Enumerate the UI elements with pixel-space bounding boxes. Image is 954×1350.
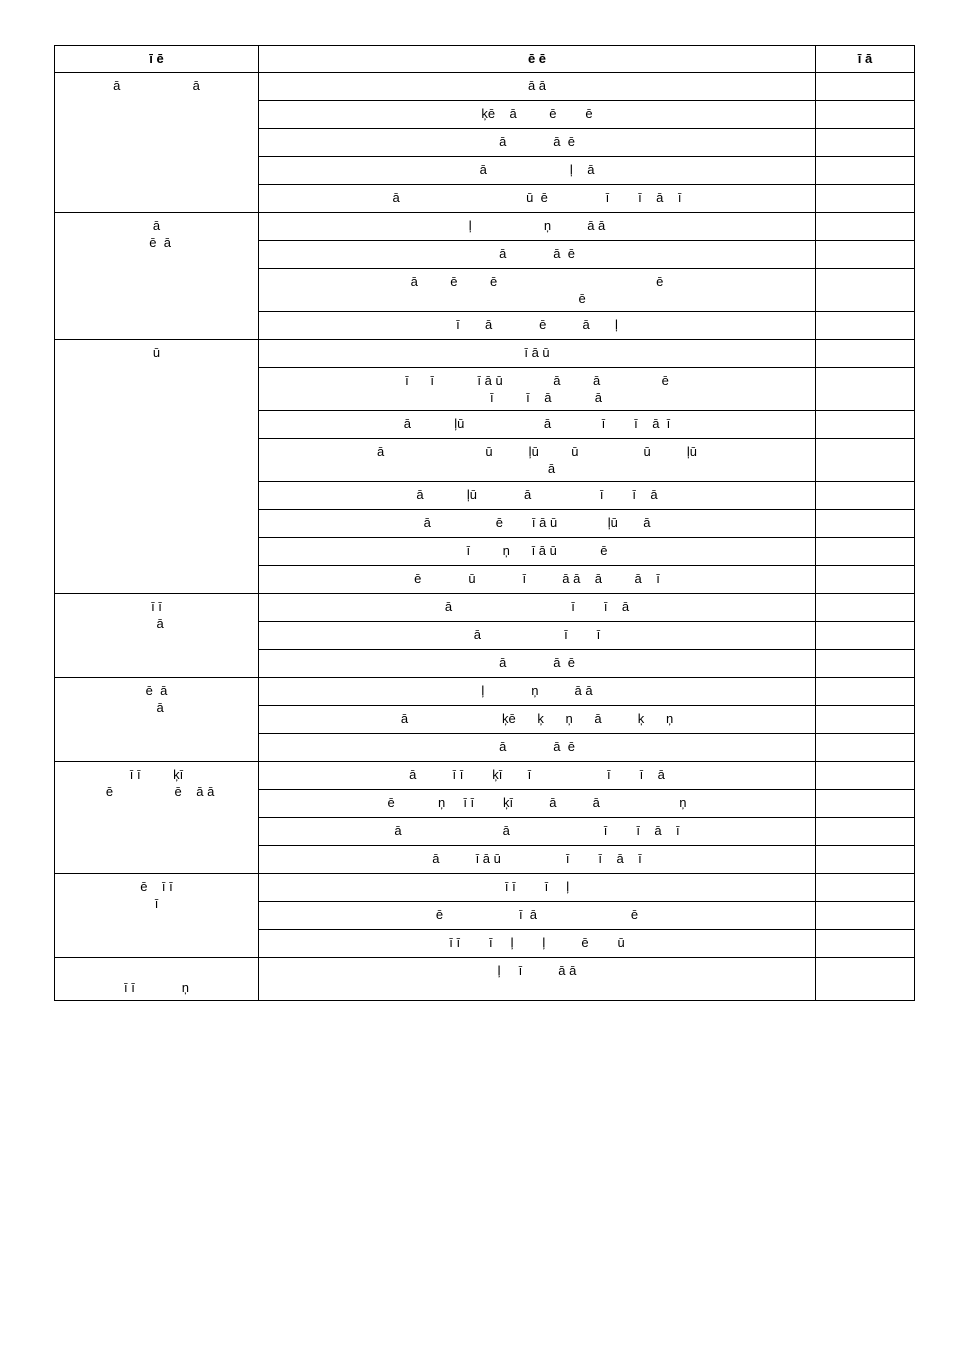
status-cell xyxy=(816,439,915,482)
item-cell: ļ ņ ā ā xyxy=(259,678,816,706)
item-cell: ā ē ī ā ū ļū ā xyxy=(259,510,816,538)
status-cell xyxy=(816,902,915,930)
item-cell: ā ļ ā xyxy=(259,157,816,185)
status-cell xyxy=(816,930,915,958)
status-cell xyxy=(816,594,915,622)
item-cell: ā ļū ā ī ī ā ī xyxy=(259,411,816,439)
header-status: ī ā xyxy=(816,46,915,73)
status-cell xyxy=(816,101,915,129)
status-cell xyxy=(816,566,915,594)
item-cell: ā ī ī ā xyxy=(259,594,816,622)
table-row xyxy=(55,874,915,902)
status-cell xyxy=(816,734,915,762)
header-description: ē ē xyxy=(259,46,816,73)
requirements-table xyxy=(54,45,915,1001)
status-cell xyxy=(816,678,915,706)
header-row xyxy=(55,46,915,73)
item-cell: ā ē ē ē ē xyxy=(259,269,816,312)
item-cell: ī ī ī ā ū ā ā ē ī ī ā ā xyxy=(259,368,816,411)
category-cell: ē ā ā xyxy=(55,678,259,762)
item-cell: ī ā ū xyxy=(259,340,816,368)
item-cell: ā ā ī ī ā ī xyxy=(259,818,816,846)
table-body xyxy=(55,73,915,1001)
status-cell xyxy=(816,706,915,734)
table-row xyxy=(55,73,915,101)
category-cell: ī ī ņ xyxy=(55,958,259,1001)
item-cell: ā ā ē xyxy=(259,650,816,678)
category-cell: ē ī ī ī xyxy=(55,874,259,958)
table-row xyxy=(55,340,915,368)
item-cell: ē ņ ī ī ķī ā ā ņ xyxy=(259,790,816,818)
item-cell: ā ā xyxy=(259,73,816,101)
status-cell xyxy=(816,818,915,846)
item-cell: ā ī ā ū ī ī ā ī xyxy=(259,846,816,874)
item-cell: ī ņ ī ā ū ē xyxy=(259,538,816,566)
status-cell xyxy=(816,368,915,411)
status-cell xyxy=(816,790,915,818)
status-cell xyxy=(816,538,915,566)
item-cell: ī ī ī ļ ļ ē ū xyxy=(259,930,816,958)
status-cell xyxy=(816,874,915,902)
status-cell xyxy=(816,73,915,101)
item-cell: ā ī ī ķī ī ī ī ā xyxy=(259,762,816,790)
item-cell: ī ā ē ā ļ xyxy=(259,312,816,340)
table-row xyxy=(55,678,915,706)
category-cell: ī ī ķī ē ē ā ā xyxy=(55,762,259,874)
item-cell: ļ ī ā ā xyxy=(259,958,816,1001)
item-cell: ā ā ē xyxy=(259,241,816,269)
status-cell xyxy=(816,185,915,213)
status-cell xyxy=(816,312,915,340)
status-cell xyxy=(816,650,915,678)
status-cell xyxy=(816,241,915,269)
item-cell: ļ ņ ā ā xyxy=(259,213,816,241)
status-cell xyxy=(816,157,915,185)
item-cell: ā ā ē xyxy=(259,129,816,157)
status-cell xyxy=(816,622,915,650)
status-cell xyxy=(816,482,915,510)
status-cell xyxy=(816,510,915,538)
item-cell: ī ī ī ļ xyxy=(259,874,816,902)
item-cell: ā ā ē xyxy=(259,734,816,762)
category-cell: ū xyxy=(55,340,259,594)
status-cell xyxy=(816,411,915,439)
status-cell xyxy=(816,762,915,790)
header-category: ī ē xyxy=(55,46,259,73)
table-row xyxy=(55,594,915,622)
item-cell: ā ū ļū ū ū ļū ā xyxy=(259,439,816,482)
item-cell: ā ķē ķ ņ ā ķ ņ xyxy=(259,706,816,734)
item-cell: ā ī ī xyxy=(259,622,816,650)
table-row xyxy=(55,213,915,241)
status-cell xyxy=(816,958,915,1001)
item-cell: ē ū ī ā ā ā ā ī xyxy=(259,566,816,594)
category-cell: ā ē ā xyxy=(55,213,259,340)
table-row xyxy=(55,958,915,1001)
status-cell xyxy=(816,846,915,874)
status-cell xyxy=(816,340,915,368)
status-cell xyxy=(816,213,915,241)
category-cell: ā ā xyxy=(55,73,259,213)
status-cell xyxy=(816,129,915,157)
item-cell: ā ļū ā ī ī ā xyxy=(259,482,816,510)
table-row xyxy=(55,762,915,790)
item-cell: ķē ā ē ē xyxy=(259,101,816,129)
item-cell: ē ī ā ē xyxy=(259,902,816,930)
category-cell: ī ī ā xyxy=(55,594,259,678)
item-cell: ā ū ē ī ī ā ī xyxy=(259,185,816,213)
status-cell xyxy=(816,269,915,312)
